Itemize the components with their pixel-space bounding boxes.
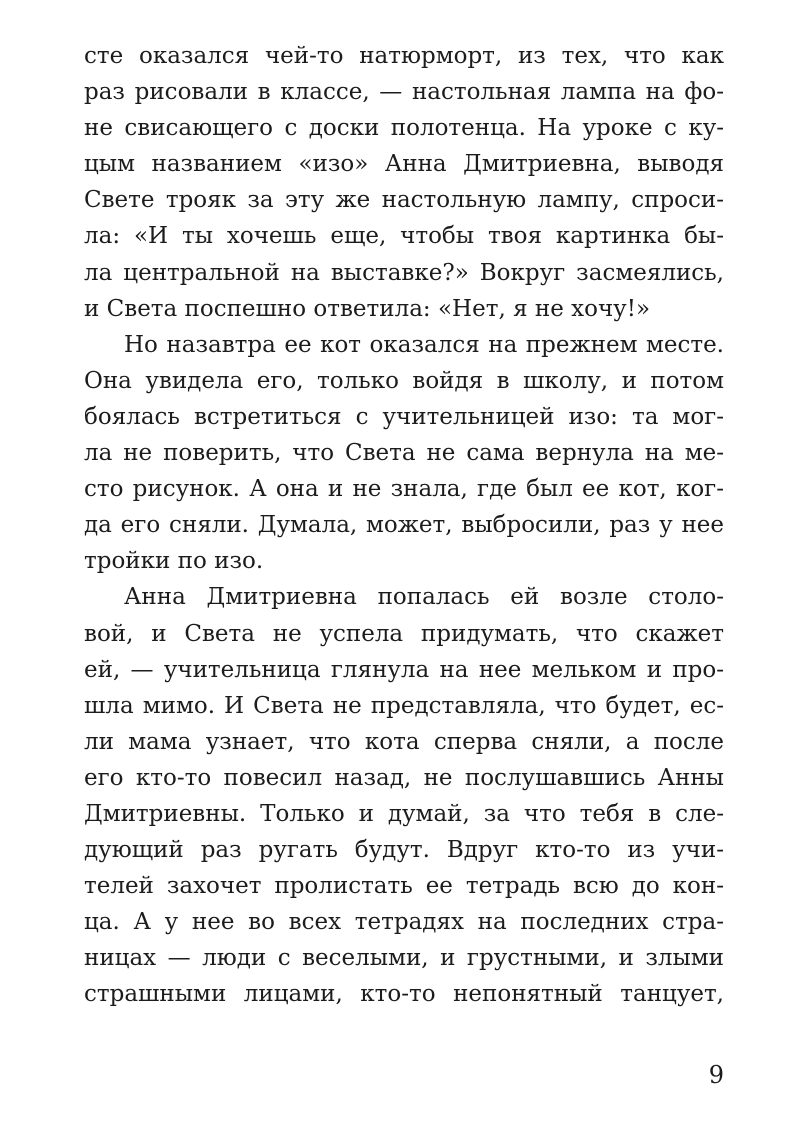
- text-line: Она увидела его, только войдя в школу, и потом: [84, 367, 724, 394]
- text-line: ли мама узнает, что кота сперва сняли, а после: [84, 728, 724, 755]
- body-text: [84, 38, 724, 1013]
- text-line: шла мимо. И Света не представляла, что будет, ес-: [84, 692, 724, 719]
- text-line: Дмитриевны. Только и думай, за что тебя в сле-: [84, 800, 724, 827]
- text-line: цым названием «изо» Анна Дмитриевна, выводя: [84, 151, 724, 178]
- text-line: да его сняли. Думала, может, выбросили, раз у нее: [84, 512, 724, 539]
- text-line: не свисающего с доски полотенца. На уроке с ку-: [84, 115, 724, 142]
- text-line: ла: «И ты хочешь еще, чтобы твоя картинка бы-: [84, 223, 724, 250]
- text-line: тройки по изо.: [84, 548, 264, 575]
- text-line: страшными лицами, кто-то непонятный танцует,: [84, 981, 724, 1008]
- text-line: сто рисунок. А она и не знала, где был ее кот, ког-: [84, 476, 724, 503]
- text-line: его кто-то повесил назад, не послушавшись Анны: [84, 764, 724, 791]
- text-line: ей, — учительница глянула на нее мельком и про-: [84, 656, 724, 683]
- text-line: ницах — люди с веселыми, и грустными, и злыми: [84, 945, 724, 972]
- paragraph-1: [84, 38, 724, 327]
- text-line: Свете трояк за эту же настольную лампу, спроси-: [84, 187, 724, 214]
- paragraph-2: [84, 327, 724, 580]
- text-line: дующий раз ругать будут. Вдруг кто-то из учи-: [84, 837, 724, 864]
- text-line: боялась встретиться с учительницей изо: та мог-: [84, 403, 724, 430]
- text-line: Анна Дмитриевна попалась ей возле столо-: [124, 584, 724, 611]
- text-line: ла не поверить, что Света не сама вернула на ме-: [84, 440, 724, 467]
- text-line: телей захочет пролистать ее тетрадь всю до кон-: [84, 873, 724, 900]
- text-line: раз рисовали в классе, — настольная лампа на фо-: [84, 79, 724, 106]
- text-line: вой, и Света не успела придумать, что скажет: [84, 620, 724, 647]
- text-line: Но назавтра ее кот оказался на прежнем месте.: [124, 331, 724, 358]
- text-line: ла центральной на выставке?» Вокруг засмеялись,: [84, 259, 724, 286]
- text-line: и Света поспешно ответила: «Нет, я не хочу!»: [84, 295, 651, 322]
- text-line: ца. А у нее во всех тетрадях на последних стра-: [84, 909, 724, 936]
- page-number: 9: [708, 1061, 724, 1089]
- paragraph-3: [84, 579, 724, 1012]
- text-line: сте оказался чей-то натюрморт, из тех, что как: [84, 43, 724, 69]
